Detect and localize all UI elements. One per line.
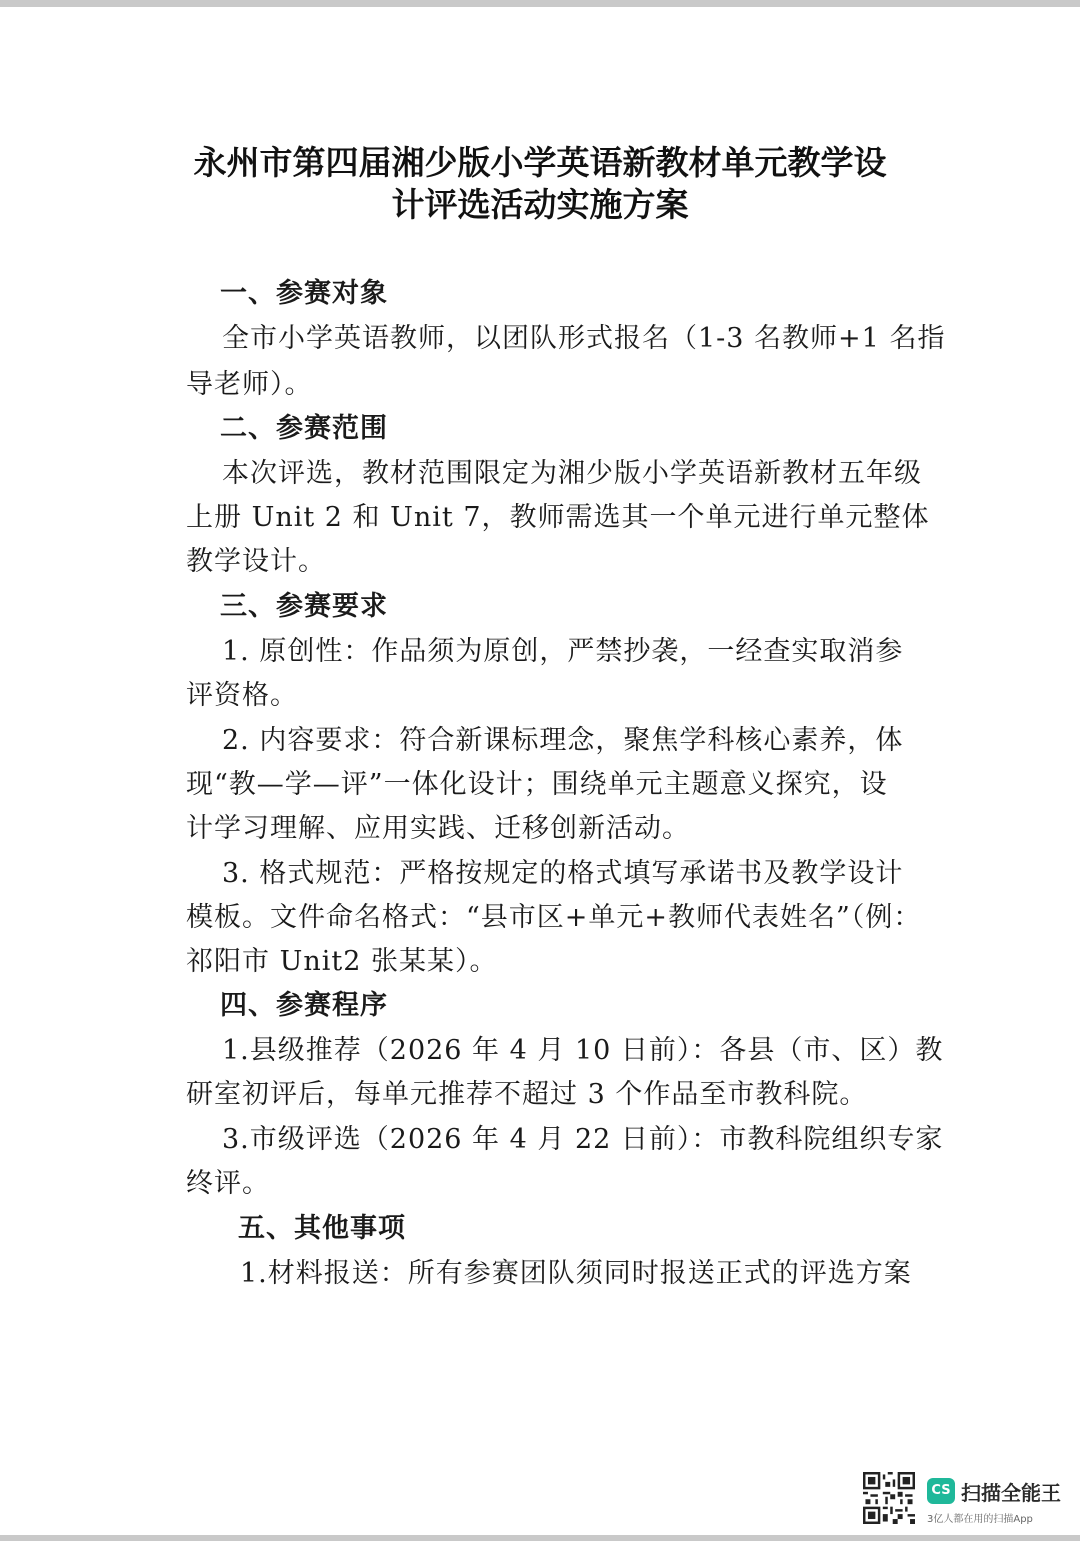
section-3-line-7: 模板。文件命名格式：“县市区+单元+教师代表姓名”（例：: [186, 902, 922, 933]
section-2-line-3: 教学设计。: [186, 546, 326, 577]
section-4-line-1: 1.县级推荐（2026 年 4 月 10 日前）：各县（市、区）教: [222, 1035, 944, 1066]
section-3-line-8: 祁阳市 Unit2 张某某）。: [186, 946, 498, 977]
section-3-line-6: 3. 格式规范：严格按规定的格式填写承诺书及教学设计: [222, 858, 904, 889]
document-title-line-1: 永州市第四届湘少版小学英语新教材单元教学设: [193, 143, 887, 182]
section-heading-2: 二、参赛范围: [220, 413, 388, 444]
section-heading-1: 一、参赛对象: [220, 278, 388, 309]
section-heading-3: 三、参赛要求: [220, 591, 388, 622]
section-heading-5: 五、其他事项: [238, 1213, 406, 1244]
scanner-watermark: [863, 1472, 1063, 1532]
section-3-line-1: 1. 原创性：作品须为原创，严禁抄袭，一经查实取消参: [222, 636, 904, 667]
section-1-line-1: 全市小学英语教师，以团队形式报名（1-3 名教师+1 名指: [222, 323, 946, 354]
scanner-brand-name: 扫描全能王: [961, 1481, 1061, 1505]
section-4-line-3: 3.市级评选（2026 年 4 月 22 日前）：市教科院组织专家: [222, 1124, 944, 1155]
section-3-line-2: 评资格。: [186, 680, 298, 711]
section-4-line-4: 终评。: [186, 1168, 270, 1199]
scanner-slogan: 3亿人都在用的扫描App: [927, 1514, 1033, 1525]
section-3-line-5: 计学习理解、应用实践、迁移创新活动。: [186, 813, 690, 844]
section-2-line-2: 上册 Unit 2 和 Unit 7，教师需选其一个单元进行单元整体: [186, 502, 930, 533]
document-title-line-2: 计评选活动实施方案: [391, 185, 689, 224]
section-heading-4: 四、参赛程序: [220, 990, 388, 1021]
section-1-line-2: 导老师）。: [186, 369, 313, 400]
section-3-line-4: 现“教—学—评”一体化设计；围绕单元主题意义探究，设: [186, 769, 888, 800]
section-3-line-3: 2. 内容要求：符合新课标理念，聚焦学科核心素养，体: [222, 725, 904, 756]
section-4-line-2: 研室初评后，每单元推荐不超过 3 个作品至市教科院。: [186, 1079, 868, 1110]
camscanner-logo-icon: CS: [927, 1478, 955, 1504]
qr-code-icon: [863, 1472, 915, 1524]
section-2-line-1: 本次评选，教材范围限定为湘少版小学英语新教材五年级: [222, 458, 922, 489]
section-5-line-1: 1.材料报送：所有参赛团队须同时报送正式的评选方案: [240, 1258, 912, 1289]
